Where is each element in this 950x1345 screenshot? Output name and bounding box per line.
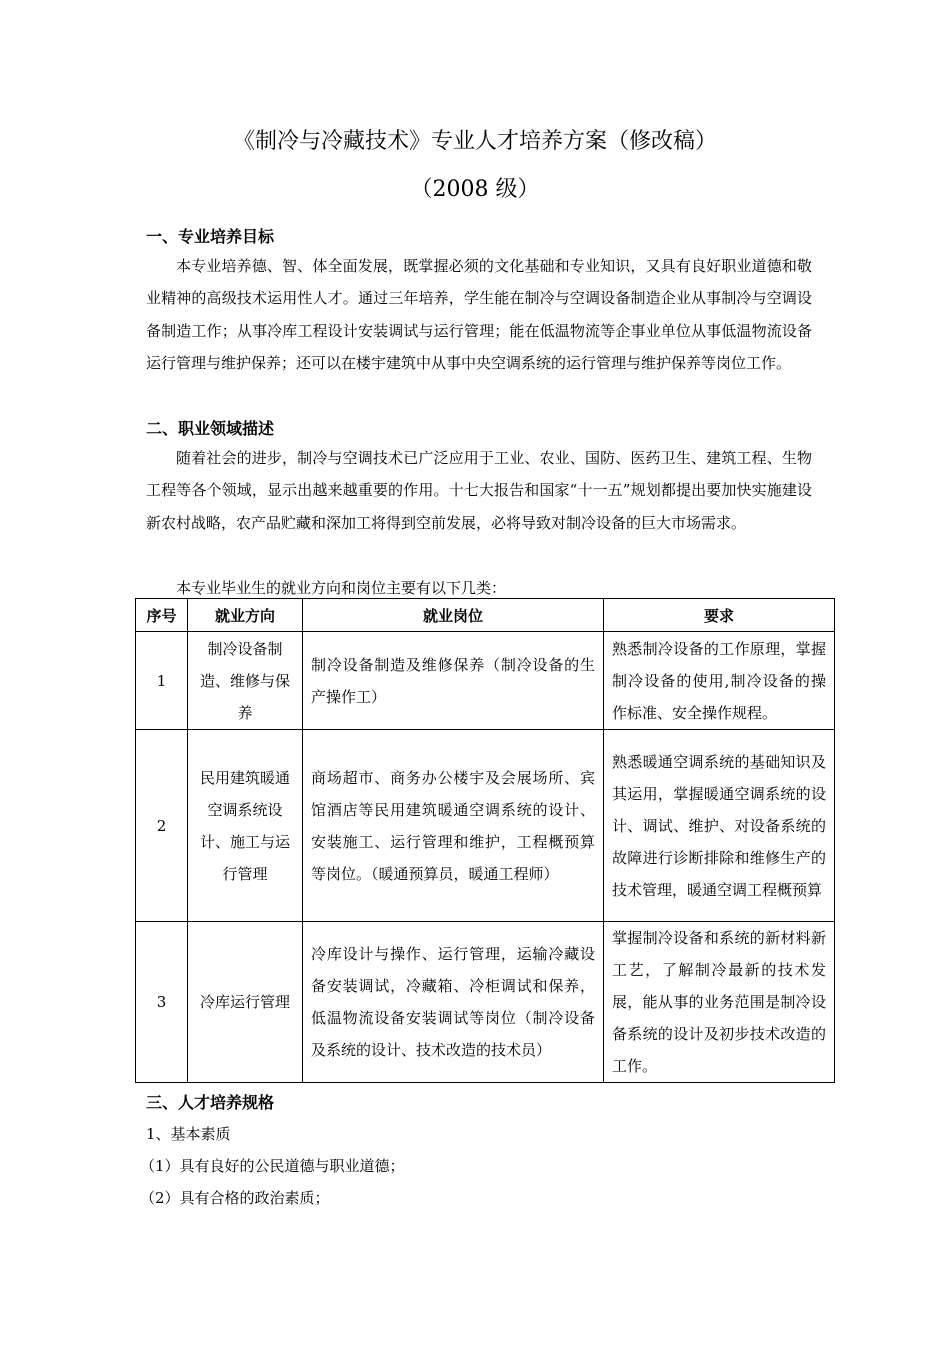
- table-header-row: [136, 599, 835, 632]
- row-positions: 冷库设计与操作、运行管理，运输冷藏设备安装调试，冷藏箱、冷柜调试和保养，低温物流设备安装调试等岗位（制冷设备及系统的设计、技术改造的技术员）: [303, 922, 604, 1083]
- row-positions: 制冷设备制造及维修保养（制冷设备的生产操作工）: [303, 632, 604, 730]
- row-no: 1: [136, 632, 188, 730]
- section3-item2: （2）具有合格的政治素质；: [140, 1189, 330, 1207]
- section2-heading: 二、职业领域描述: [146, 419, 275, 438]
- document-subtitle: （2008 级）: [410, 177, 540, 202]
- row-direction: 冷库运行管理: [188, 922, 303, 1083]
- col-header-direction: 就业方向: [188, 599, 303, 632]
- section3-sub1: 1、基本素质: [146, 1125, 231, 1143]
- row-requirements: 熟悉暖通空调系统的基础知识及其运用，掌握暖通空调系统的设计、调试、维护、对设备系统的故障进行诊断排除和维修生产的技术管理，暖通空调工程概预算: [604, 730, 835, 922]
- row-no: 2: [136, 730, 188, 922]
- section3-heading: 三、人才培养规格: [146, 1093, 275, 1112]
- section2-body: 随着社会的进步，制冷与空调技术已广泛应用于工业、农业、国防、医药卫生、建筑工程、生物工程等各个领域，显示出越来越重要的作用。十七大报告和国家“十一五”规划都提出要加快实施建设新农村战略，农产品贮藏和深加工将得到空前发展，必将导致对制冷设备的巨大市场需求。: [146, 449, 812, 532]
- section1-body: 本专业培养德、智、体全面发展，既掌握必须的文化基础和专业知识，又具有良好职业道德和敬业精神的高级技术运用性人才。通过三年培养，学生能在制冷与空调设备制造企业从事制冷与空调设备制造工作；从事冷库工程设计安装调试与运行管理；能在低温物流等企事业单位从事低温物流设备运行管理与维护保养；还可以在楼宇建筑中从事中央空调系统的运行管理与维护保养等岗位工作。: [146, 257, 812, 373]
- col-header-positions: 就业岗位: [303, 599, 604, 632]
- table-intro: 本专业毕业生的就业方向和岗位主要有以下几类：: [176, 579, 507, 597]
- row-positions: 商场超市、商务办公楼宇及会展场所、宾馆酒店等民用建筑暖通空调系统的设计、安装施工、运行管理和维护，工程概预算等岗位。（暖通预算员，暖通工程师）: [303, 730, 604, 922]
- row-requirements: 掌握制冷设备和系统的新材料新工艺，了解制冷最新的技术发展，能从事的业务范围是制冷设备系统的设计及初步技术改造的工作。: [604, 922, 835, 1083]
- row-no: 3: [136, 922, 188, 1083]
- row-requirements: 熟悉制冷设备的工作原理，掌握制冷设备的使用,制冷设备的操作标准、安全操作规程。: [604, 632, 835, 730]
- table-row: [136, 730, 835, 922]
- row-direction: 民用建筑暖通空调系统设计、施工与运行管理: [188, 730, 303, 922]
- row-direction: 制冷设备制造、维修与保养: [188, 632, 303, 730]
- table-row: [136, 632, 835, 730]
- document-title: 《制冷与冷藏技术》专业人才培养方案（修改稿）: [232, 129, 717, 154]
- col-header-no: 序号: [136, 599, 188, 632]
- section3-item1: （1）具有良好的公民道德与职业道德；: [140, 1157, 405, 1175]
- col-header-requirements: 要求: [604, 599, 835, 632]
- employment-table: [135, 598, 835, 1083]
- table-row: [136, 922, 835, 1083]
- section1-heading: 一、专业培养目标: [146, 227, 275, 246]
